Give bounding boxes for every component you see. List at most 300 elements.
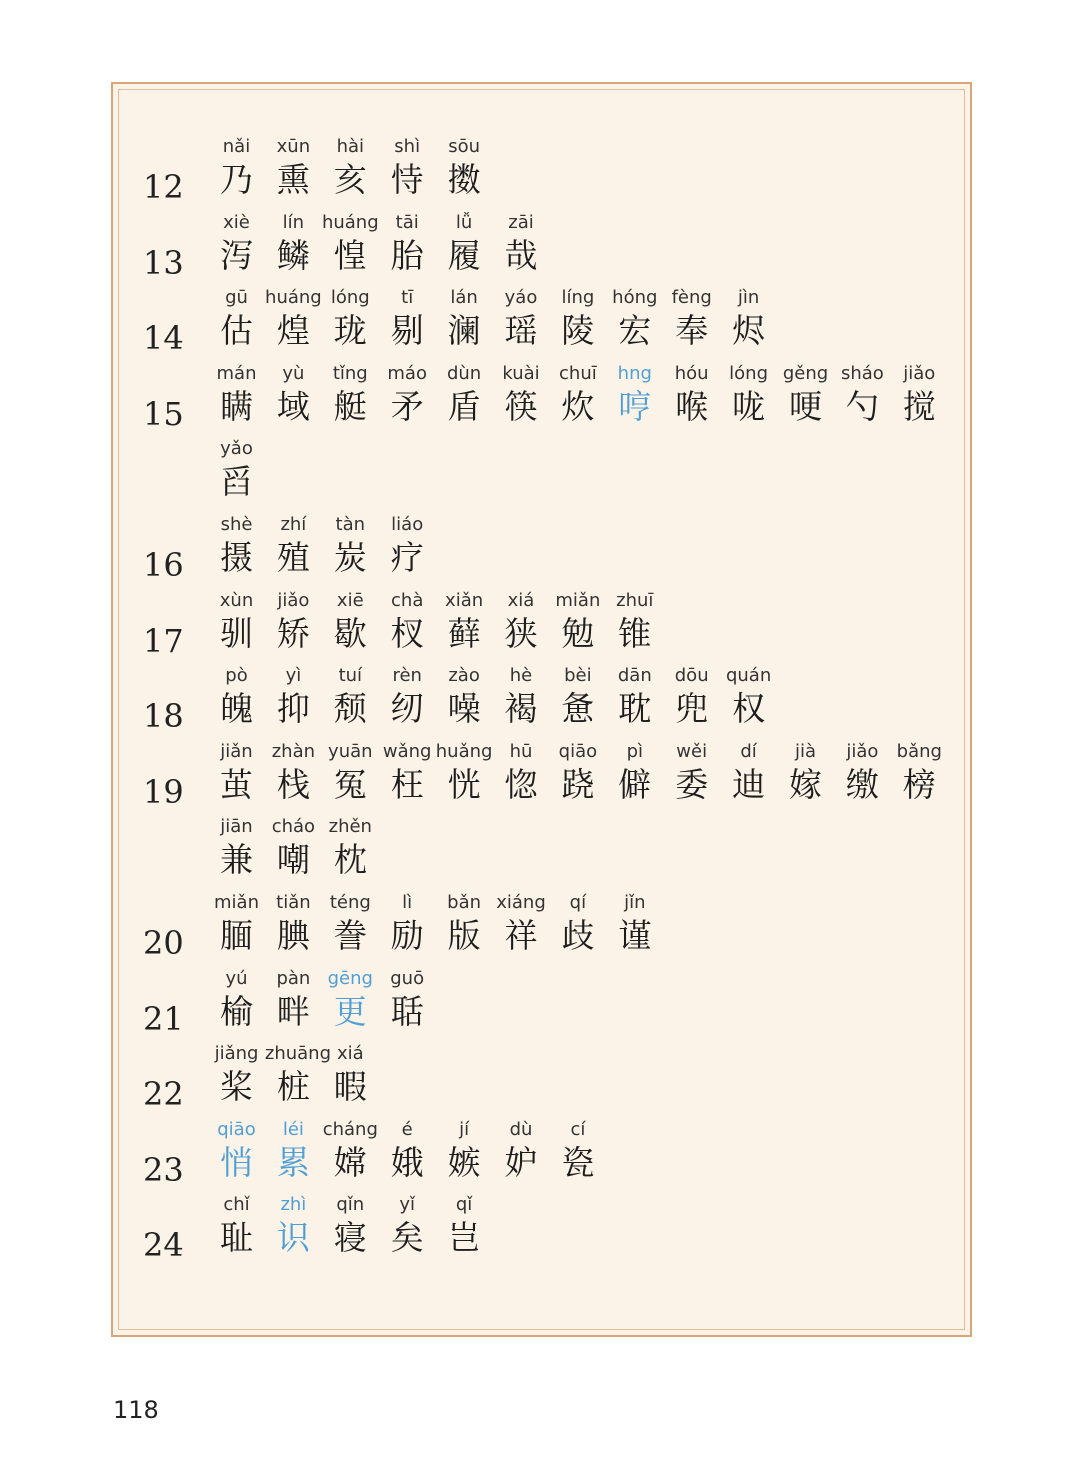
lesson-number: 23 <box>143 1150 184 1189</box>
pinyin: zhěn <box>328 816 372 838</box>
vocab-character <box>493 741 550 817</box>
vocab-character <box>322 136 379 212</box>
pinyin: hè <box>509 665 533 687</box>
hanzi: 勉 <box>561 613 595 653</box>
pinyin: qǐ <box>455 1194 473 1216</box>
lesson-line <box>113 968 970 1044</box>
vocab-character <box>322 514 379 590</box>
vocab-character <box>379 968 436 1044</box>
hanzi: 盾 <box>447 386 481 426</box>
lesson-line <box>113 892 970 968</box>
pinyin: jìn <box>737 287 760 309</box>
lesson-line <box>113 816 970 892</box>
pinyin: chuī <box>559 362 597 384</box>
vocab-character <box>265 892 322 968</box>
hanzi: 狭 <box>504 613 538 653</box>
pinyin: zhàn <box>271 740 316 762</box>
pinyin: xiáng <box>496 892 546 913</box>
vocab-character <box>265 741 322 817</box>
pinyin: hū <box>509 740 533 762</box>
hanzi: 噪 <box>447 689 481 729</box>
pinyin: líng <box>561 287 595 309</box>
pinyin: hài <box>336 136 365 157</box>
pinyin: jǐn <box>624 892 646 913</box>
vocab-character <box>208 438 265 514</box>
hanzi: 锥 <box>618 613 652 653</box>
pinyin: quán <box>725 665 772 687</box>
hanzi: 歇 <box>333 613 367 653</box>
hanzi: 惶 <box>333 235 367 275</box>
pinyin: xūn <box>276 136 311 157</box>
lesson-number: 20 <box>143 924 184 962</box>
hanzi: 谨 <box>618 916 652 955</box>
hanzi: 栈 <box>276 764 310 804</box>
vocab-character <box>606 287 663 363</box>
hanzi: 惚 <box>504 764 538 804</box>
hanzi: 澜 <box>447 311 481 351</box>
hanzi: 僻 <box>618 764 652 804</box>
hanzi: 兼 <box>220 840 253 880</box>
vocab-character <box>663 363 720 439</box>
lesson-list <box>113 84 970 1335</box>
hanzi: 筷 <box>504 386 538 426</box>
vocab-character <box>379 741 436 817</box>
lesson-number: 22 <box>143 1075 184 1114</box>
pinyin: zhì <box>280 1194 307 1216</box>
hanzi: 宏 <box>618 311 652 351</box>
vocab-character <box>436 590 493 666</box>
vocab-character <box>379 514 436 590</box>
pinyin: sōu <box>448 136 480 157</box>
vocab-character <box>322 287 379 363</box>
pinyin: lì <box>402 892 413 913</box>
hanzi: 藓 <box>447 613 481 653</box>
pinyin: lóng <box>330 287 370 309</box>
pinyin: tiǎn <box>276 892 311 913</box>
vocab-character <box>606 892 663 968</box>
pinyin: jiǎng <box>214 1043 259 1065</box>
vocab-character <box>777 741 834 817</box>
hanzi: 缴 <box>845 764 879 804</box>
pinyin: léi <box>282 1118 304 1140</box>
vocab-character <box>436 363 493 439</box>
vocab-character <box>208 1194 265 1270</box>
hanzi: 腼 <box>220 916 253 955</box>
vocab-character <box>549 741 606 817</box>
pinyin: jià <box>794 740 817 762</box>
vocab-character <box>777 363 834 439</box>
vocab-character <box>549 665 606 741</box>
pinyin: wǎng <box>382 740 432 762</box>
hanzi: 嫉 <box>447 1142 481 1182</box>
hanzi: 恍 <box>447 764 481 804</box>
hanzi: 榆 <box>220 991 253 1031</box>
pinyin: qǐn <box>336 1194 365 1216</box>
pinyin: huǎng <box>435 740 493 762</box>
pinyin: lín <box>282 211 305 233</box>
pinyin: dùn <box>446 362 482 384</box>
vocab-character <box>379 363 436 439</box>
vocab-character <box>663 741 720 817</box>
pinyin: mán <box>216 362 257 384</box>
vocab-character <box>208 212 265 288</box>
vocab-character <box>720 741 777 817</box>
pinyin: yǐ <box>399 1194 416 1216</box>
vocab-character <box>265 514 322 590</box>
vocab-character <box>379 665 436 741</box>
vocab-character <box>436 892 493 968</box>
vocab-character <box>208 816 265 892</box>
hanzi: 桨 <box>220 1067 253 1107</box>
pinyin: hóu <box>674 362 709 384</box>
pinyin: bèi <box>564 665 592 687</box>
hanzi: 搅 <box>902 386 936 426</box>
vocab-character <box>493 665 550 741</box>
lesson-line <box>113 741 970 817</box>
vocab-character <box>208 741 265 817</box>
pinyin: yù <box>282 362 305 384</box>
vocab-character <box>493 212 550 288</box>
hanzi: 畔 <box>276 991 310 1031</box>
pinyin: pò <box>225 665 248 687</box>
pinyin: nǎi <box>222 136 251 157</box>
hanzi: 瞒 <box>220 386 253 426</box>
pinyin: bǎng <box>896 740 942 762</box>
hanzi: 岂 <box>447 1218 481 1258</box>
vocab-character <box>663 287 720 363</box>
pinyin: lán <box>450 287 478 309</box>
vocab-character <box>549 363 606 439</box>
hanzi: 褐 <box>504 689 538 729</box>
pinyin: fèng <box>671 287 712 309</box>
lesson-number: 18 <box>143 697 184 736</box>
pinyin: qí <box>569 892 587 913</box>
pinyin: guō <box>390 967 425 989</box>
hanzi: 摄 <box>220 538 253 577</box>
vocab-character <box>606 665 663 741</box>
vocab-character <box>265 363 322 439</box>
pinyin: tī <box>401 287 414 309</box>
pinyin: kuài <box>502 362 540 384</box>
hanzi: 擞 <box>447 160 481 199</box>
hanzi: 茧 <box>220 764 253 804</box>
vocab-character <box>322 968 379 1044</box>
pinyin: é <box>401 1118 413 1140</box>
vocab-character <box>322 1043 379 1119</box>
vocab-character <box>834 741 891 817</box>
hanzi: 版 <box>447 916 481 955</box>
hanzi: 喉 <box>675 386 709 426</box>
vocab-character <box>549 287 606 363</box>
hanzi: 兜 <box>675 689 709 729</box>
pinyin: jiǎo <box>277 589 310 611</box>
pinyin: qiāo <box>558 740 598 762</box>
pinyin: zhuāng <box>264 1043 332 1065</box>
pinyin: shì <box>394 136 421 157</box>
hanzi: 迪 <box>732 764 766 804</box>
vocabulary-table-frame <box>111 82 972 1337</box>
hanzi: 惫 <box>561 689 595 729</box>
vocab-character <box>208 590 265 666</box>
pinyin: jiǎo <box>903 362 936 384</box>
lesson-number: 16 <box>143 546 184 584</box>
hanzi: 陵 <box>561 311 595 351</box>
vocab-character <box>265 1194 322 1270</box>
hanzi: 委 <box>675 764 709 804</box>
hanzi: 嫁 <box>789 764 822 804</box>
pinyin: pàn <box>276 967 311 989</box>
vocab-character <box>549 590 606 666</box>
pinyin: chà <box>391 589 424 611</box>
pinyin: tāi <box>395 211 419 233</box>
pinyin: lǚ <box>455 211 473 233</box>
hanzi: 杈 <box>390 613 424 653</box>
pinyin: qiāo <box>217 1118 256 1140</box>
pinyin: yáo <box>504 287 538 309</box>
pinyin: téng <box>329 892 371 913</box>
pinyin: xiè <box>223 211 250 233</box>
vocab-character <box>322 1194 379 1270</box>
pinyin: dān <box>617 665 652 687</box>
hanzi: 域 <box>276 386 310 426</box>
lesson-line <box>113 1194 970 1270</box>
vocab-character <box>436 665 493 741</box>
pinyin: máo <box>387 362 427 384</box>
vocab-character <box>322 590 379 666</box>
vocab-character <box>606 741 663 817</box>
hanzi: 冤 <box>333 764 367 804</box>
hanzi: 耻 <box>220 1218 253 1258</box>
hanzi: 妒 <box>504 1142 538 1182</box>
vocab-character <box>606 590 663 666</box>
pinyin: gěng <box>782 362 829 384</box>
vocab-character <box>208 665 265 741</box>
hanzi: 悄 <box>220 1142 253 1182</box>
lesson-line <box>113 665 970 741</box>
pinyin: tǐng <box>332 362 368 384</box>
pinyin: huáng <box>265 287 322 309</box>
hanzi: 哽 <box>789 386 822 426</box>
lesson-line <box>113 1043 970 1119</box>
pinyin: wěi <box>676 740 708 762</box>
hanzi: 瓷 <box>561 1142 595 1182</box>
lesson-number: 21 <box>143 999 184 1038</box>
vocab-character <box>493 1119 550 1195</box>
hanzi: 矫 <box>276 613 310 653</box>
hanzi: 履 <box>447 235 481 275</box>
vocab-character <box>265 287 322 363</box>
pinyin: jiǎo <box>846 740 879 762</box>
vocab-character <box>322 665 379 741</box>
vocab-character <box>379 287 436 363</box>
hanzi: 寝 <box>333 1218 367 1258</box>
lesson-number: 17 <box>143 621 184 660</box>
pinyin: yú <box>225 967 248 989</box>
pinyin: cháo <box>271 816 316 838</box>
pinyin: yǎo <box>220 438 253 460</box>
lesson-line <box>113 363 970 439</box>
vocab-character <box>265 212 322 288</box>
vocab-character <box>379 892 436 968</box>
pinyin: bǎn <box>447 892 482 913</box>
hanzi: 暇 <box>333 1067 367 1107</box>
vocab-character <box>606 363 663 439</box>
vocab-character <box>493 287 550 363</box>
lesson-line <box>113 438 970 514</box>
vocab-character <box>379 1119 436 1195</box>
hanzi: 腆 <box>276 916 310 955</box>
hanzi: 累 <box>276 1142 310 1182</box>
hanzi: 咙 <box>732 386 766 426</box>
lesson-number: 19 <box>143 772 184 811</box>
vocab-character <box>265 136 322 212</box>
pinyin: gēng <box>327 967 373 989</box>
pinyin: dōu <box>674 665 709 687</box>
vocab-character <box>379 1194 436 1270</box>
vocab-character <box>436 741 493 817</box>
hanzi: 炊 <box>561 386 595 426</box>
hanzi: 枕 <box>333 840 367 880</box>
hanzi: 泻 <box>220 235 253 275</box>
pinyin: shè <box>220 514 253 535</box>
pinyin: xiǎn <box>445 589 484 611</box>
vocab-character <box>379 136 436 212</box>
vocab-character <box>834 363 891 439</box>
hanzi: 烬 <box>732 311 766 351</box>
vocab-character <box>208 1119 265 1195</box>
pinyin: tuí <box>338 665 363 687</box>
vocab-character <box>549 892 606 968</box>
hanzi: 祥 <box>504 916 538 955</box>
pinyin: cháng <box>322 1118 378 1140</box>
vocab-character <box>265 968 322 1044</box>
pinyin: yì <box>285 665 302 687</box>
pinyin: zhí <box>280 514 307 535</box>
pinyin: tàn <box>335 514 366 535</box>
pinyin: lóng <box>729 362 769 384</box>
hanzi: 珑 <box>333 311 367 351</box>
vocab-character <box>208 136 265 212</box>
vocab-character <box>493 363 550 439</box>
hanzi: 奉 <box>675 311 709 351</box>
vocab-character <box>322 816 379 892</box>
hanzi: 矛 <box>390 386 424 426</box>
hanzi: 殖 <box>276 538 310 577</box>
vocab-character <box>208 514 265 590</box>
vocab-character <box>208 287 265 363</box>
pinyin: hng <box>617 362 652 384</box>
hanzi: 抑 <box>276 689 310 729</box>
lesson-line <box>113 1119 970 1195</box>
pinyin: miǎn <box>555 589 601 611</box>
vocab-character <box>322 212 379 288</box>
lesson-line <box>113 287 970 363</box>
lesson-number: 24 <box>143 1226 184 1265</box>
pinyin: gū <box>225 287 248 309</box>
hanzi: 恃 <box>390 160 424 199</box>
hanzi: 估 <box>220 311 253 351</box>
vocab-character <box>208 968 265 1044</box>
hanzi: 艇 <box>333 386 367 426</box>
hanzi: 矣 <box>390 1218 424 1258</box>
pinyin: pì <box>626 740 644 762</box>
pinyin: yuān <box>328 740 373 762</box>
lesson-line <box>113 590 970 666</box>
hanzi: 剔 <box>390 311 424 351</box>
vocab-character <box>549 1119 606 1195</box>
lesson-line <box>113 136 970 212</box>
hanzi: 耽 <box>618 689 652 729</box>
pinyin: jiān <box>220 816 253 838</box>
vocab-character <box>265 816 322 892</box>
vocab-character <box>720 665 777 741</box>
lesson-line <box>113 212 970 288</box>
vocab-character <box>436 212 493 288</box>
pinyin: xiá <box>507 589 535 611</box>
lesson-number: 12 <box>143 168 184 206</box>
hanzi: 榜 <box>902 764 936 804</box>
vocab-character <box>265 590 322 666</box>
vocab-character <box>265 1119 322 1195</box>
hanzi: 勺 <box>845 386 879 426</box>
lesson-number: 14 <box>143 319 184 358</box>
hanzi: 胎 <box>390 235 424 275</box>
hanzi: 哉 <box>504 235 538 275</box>
pinyin: zāi <box>508 211 534 233</box>
pinyin: zào <box>448 665 480 687</box>
vocab-character <box>493 590 550 666</box>
lesson-number: 15 <box>143 394 184 433</box>
hanzi: 瑶 <box>504 311 538 351</box>
vocab-character <box>891 741 948 817</box>
hanzi: 聒 <box>390 991 424 1031</box>
hanzi: 鳞 <box>276 235 310 275</box>
hanzi: 权 <box>732 689 766 729</box>
hanzi: 煌 <box>276 311 310 351</box>
hanzi: 熏 <box>276 160 310 199</box>
hanzi: 纫 <box>390 689 424 729</box>
hanzi: 识 <box>276 1218 310 1258</box>
page-number: 118 <box>113 1396 159 1424</box>
hanzi: 哼 <box>618 386 652 426</box>
pinyin: dí <box>740 740 757 762</box>
lesson-number: 13 <box>143 243 184 282</box>
vocab-character <box>322 363 379 439</box>
vocab-character <box>322 741 379 817</box>
hanzi: 励 <box>390 916 424 955</box>
hanzi: 嘲 <box>276 840 310 880</box>
vocab-character <box>720 287 777 363</box>
pinyin: jiǎn <box>220 740 253 762</box>
vocab-character <box>208 892 265 968</box>
pinyin: zhuī <box>616 589 654 611</box>
vocab-character <box>208 1043 265 1119</box>
hanzi: 乃 <box>220 160 253 199</box>
pinyin: miǎn <box>214 892 259 913</box>
hanzi: 舀 <box>220 462 253 502</box>
hanzi: 桩 <box>276 1067 310 1107</box>
vocab-character <box>264 1043 332 1119</box>
lesson-line <box>113 514 970 590</box>
vocab-character <box>436 1119 493 1195</box>
vocab-character <box>208 363 265 439</box>
vocab-character <box>436 1194 493 1270</box>
vocab-character <box>891 363 948 439</box>
hanzi: 疗 <box>390 538 424 577</box>
vocab-character <box>436 136 493 212</box>
hanzi: 亥 <box>333 160 367 199</box>
vocab-character <box>663 665 720 741</box>
